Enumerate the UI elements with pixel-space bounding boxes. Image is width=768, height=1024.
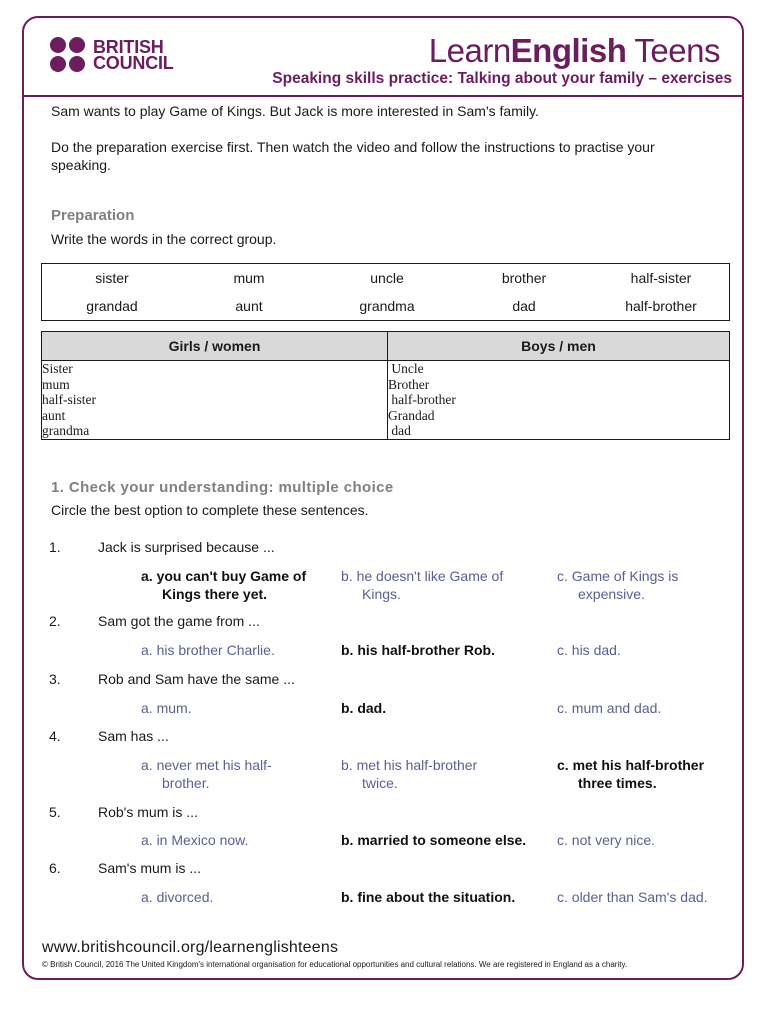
word-bank-word: uncle: [370, 270, 404, 286]
option-c[interactable]: [557, 888, 708, 906]
option-a[interactable]: [141, 888, 213, 906]
option-a[interactable]: [141, 699, 192, 717]
header-divider: [24, 95, 742, 97]
option-a[interactable]: [141, 567, 306, 603]
exercise-1-instruction: Circle the best option to complete these sentences.: [51, 502, 369, 518]
option-c-line: c. met his half-brother: [557, 757, 705, 773]
boys-men-header: Boys / men: [388, 332, 730, 361]
word-groups-table: [41, 331, 730, 440]
option-b-line: b. his half-brother Rob.: [341, 642, 495, 658]
question-text: Rob and Sam have the same ...: [98, 671, 295, 687]
option-b[interactable]: [341, 699, 386, 717]
word-bank-box: [41, 263, 730, 321]
answer-entry: Uncle: [388, 361, 424, 376]
answer-entry: half-brother: [388, 392, 456, 407]
option-b-line: twice.: [362, 775, 398, 791]
instructions-line-2: speaking.: [51, 157, 111, 173]
option-b[interactable]: [341, 756, 477, 792]
question-number: 1.: [49, 539, 61, 555]
option-a-line: a. his brother Charlie.: [141, 642, 275, 658]
option-c-line: three times.: [578, 775, 657, 791]
option-b-line: b. dad.: [341, 700, 387, 716]
intro-text: Sam wants to play Game of Kings. But Jack is more interested in Sam's family.: [51, 103, 539, 119]
answer-entry: Grandad: [388, 407, 435, 423]
option-c-line: c. his dad.: [557, 642, 621, 658]
option-b-line: b. fine about the situation.: [341, 889, 516, 905]
girls-women-answers[interactable]: [42, 361, 388, 440]
question-text: Jack is surprised because ...: [98, 539, 275, 555]
option-a-line: a. never met his half-: [141, 757, 272, 773]
option-b-line: b. met his half-brother: [341, 757, 478, 773]
answer-entry: Brother: [388, 376, 430, 392]
option-a-line: a. in Mexico now.: [141, 832, 249, 848]
option-b[interactable]: [341, 567, 503, 603]
question-number: 4.: [49, 728, 61, 744]
option-a-line: Kings there yet.: [162, 586, 268, 602]
question-number: 2.: [49, 613, 61, 629]
option-b-line: b. married to someone else.: [341, 832, 527, 848]
question-text: Sam's mum is ...: [98, 860, 202, 876]
footer-url[interactable]: www.britishcouncil.org/learnenglishteens: [42, 939, 339, 956]
boys-men-answers[interactable]: [388, 361, 730, 440]
option-a-line: a. you can't buy Game of: [141, 568, 307, 584]
option-c-line: c. Game of Kings is: [557, 568, 679, 584]
option-c-line: expensive.: [578, 586, 645, 602]
preparation-heading: Preparation: [51, 207, 135, 224]
option-b[interactable]: [341, 888, 515, 906]
question-number: 5.: [49, 804, 61, 820]
option-a-line: a. divorced.: [141, 889, 214, 905]
word-bank-word: aunt: [235, 298, 263, 314]
option-a[interactable]: [141, 641, 275, 659]
option-c[interactable]: [557, 699, 661, 717]
word-bank-word: grandma: [359, 298, 415, 314]
option-b[interactable]: [341, 831, 526, 849]
word-bank-word: mum: [233, 270, 265, 286]
word-bank-row: [42, 270, 729, 288]
brand-line-1: BRITISH: [93, 37, 164, 57]
word-bank-word: half-brother: [625, 298, 697, 314]
option-c-line: c. older than Sam's dad.: [557, 889, 708, 905]
option-a-line: brother.: [162, 775, 210, 791]
word-bank-word: dad: [512, 298, 536, 314]
brand-line-2: COUNCIL: [93, 53, 174, 73]
british-council-dots-icon: [50, 37, 86, 73]
answer-entry: grandma: [42, 423, 90, 438]
question-text: Sam has ...: [98, 728, 169, 744]
answer-entry: mum: [42, 376, 70, 392]
option-b[interactable]: [341, 641, 495, 659]
option-b-line: Kings.: [362, 586, 401, 602]
word-bank-word: half-sister: [630, 270, 692, 286]
instructions-line-1: Do the preparation exercise first. Then watch the video and follow the instructions to practise your: [51, 139, 655, 155]
option-b-line: b. he doesn't like Game of: [341, 568, 504, 584]
option-c-line: c. not very nice.: [557, 832, 656, 848]
option-a[interactable]: [141, 756, 272, 792]
option-a-line: a. mum.: [141, 700, 192, 716]
question-number: 3.: [49, 671, 61, 687]
word-bank-word: grandad: [86, 298, 138, 314]
option-c[interactable]: [557, 756, 704, 792]
option-c[interactable]: [557, 567, 678, 603]
answer-entry: dad: [388, 423, 411, 438]
option-c-line: c. mum and dad.: [557, 700, 662, 716]
preparation-instruction: Write the words in the correct group.: [51, 231, 277, 247]
learnenglish-teens-logo: LearnEnglish Teens: [428, 32, 720, 69]
question-text: Rob's mum is ...: [98, 804, 198, 820]
worksheet-subtitle: Speaking skills practice: Talking about your family – exercises: [272, 70, 732, 87]
question-number: 6.: [49, 860, 61, 876]
option-a[interactable]: [141, 831, 248, 849]
option-c[interactable]: [557, 641, 621, 659]
option-c[interactable]: [557, 831, 655, 849]
question-text: Sam got the game from ...: [98, 613, 260, 629]
footer-copyright: © British Council, 2016 The United Kingdom's international organisation for educational opportunities and cultural relations. We are registered in England as a charity.: [42, 960, 628, 969]
answer-entry: aunt: [42, 407, 66, 423]
british-council-logo: [50, 37, 174, 73]
answer-entry: half-sister: [42, 392, 96, 407]
word-bank-word: brother: [501, 270, 547, 286]
word-bank-row: [42, 298, 729, 316]
answer-entry: Sister: [42, 361, 73, 376]
girls-women-header: Girls / women: [42, 332, 388, 361]
exercise-1-heading: 1. Check your understanding: multiple choice: [51, 479, 394, 496]
word-bank-word: sister: [95, 270, 129, 286]
